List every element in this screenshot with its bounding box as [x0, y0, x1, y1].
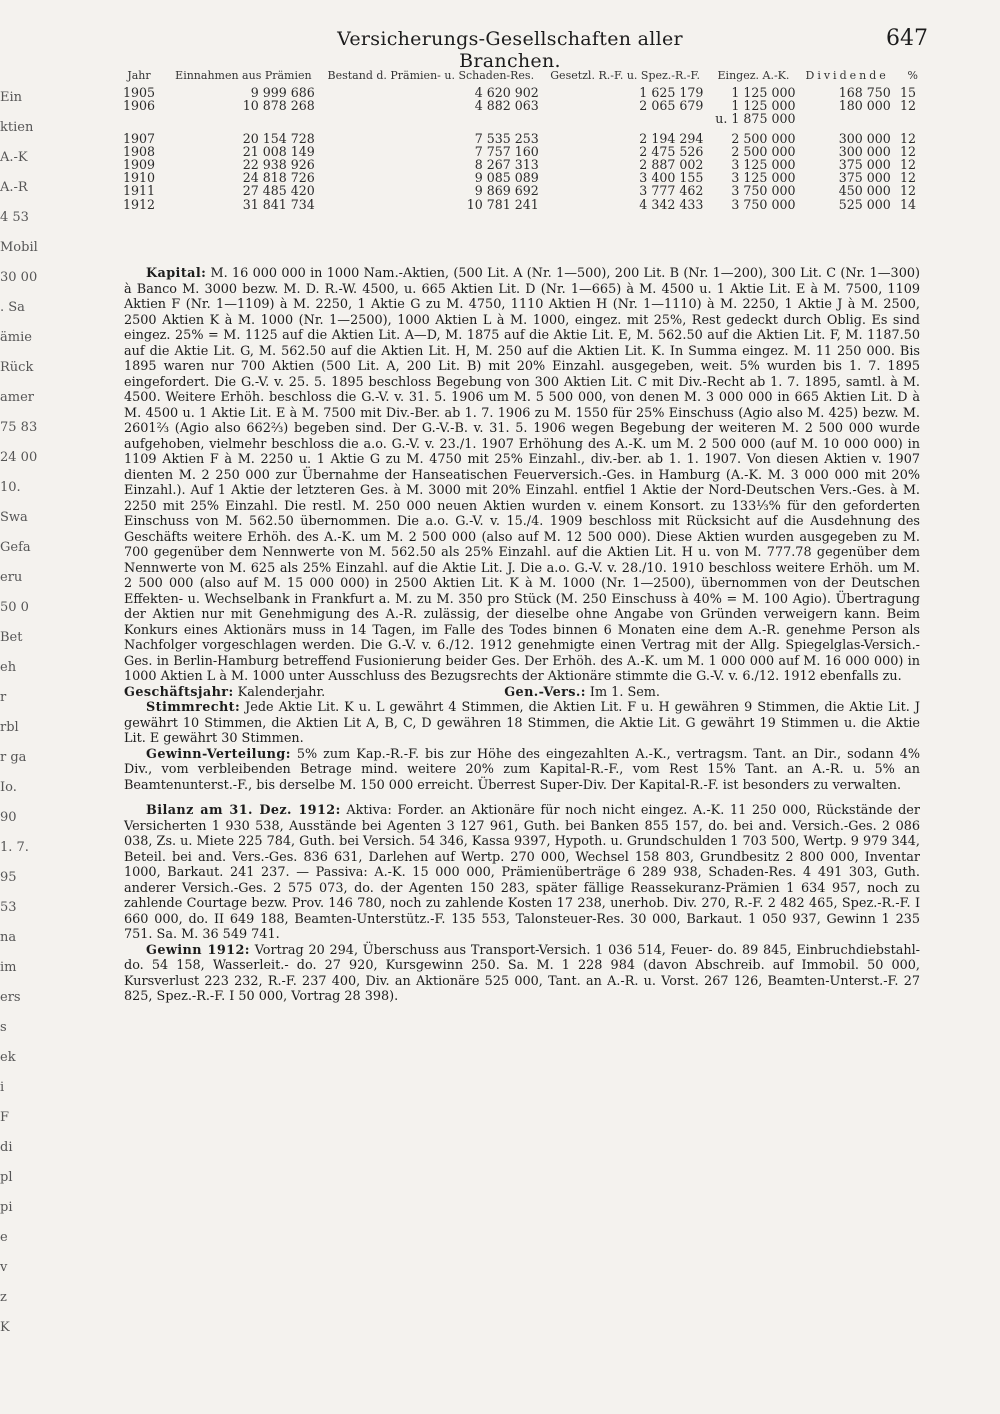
kapital-paragraph	[124, 266, 920, 685]
margin-fragment: r	[0, 690, 7, 705]
margin-fragment: Gefa	[0, 540, 31, 555]
statistics-table	[110, 70, 922, 211]
table-cell	[319, 112, 543, 125]
table-cell: 2 065 679	[639, 98, 704, 114]
kapital-text: M. 16 000 000 in 1000 Nam.-Aktien, (500 Lit. A (Nr. 1—500), 200 Lit. B (Nr. 1—200), 300 Lit. C (Nr. 1—300) à Banco M. 3000 bezw. M. D. R.-W. 4500, u. 665 Aktien Lit. D (Nr. 1—665) à M. 4500 u. 1 Aktie Lit. E à M. 7500, 1109 Aktien F (Nr. 1—1109) à M. 2250, 1 Aktie G zu M. 4750, 1110 Aktien H (Nr. 1—1110) à M. 2250, 1 Aktie J à M. 2500, 2500 Aktien K à M. 1000 (Nr. 1—2500), 1000 Aktien L à M. 1000, eingez. mit 25%, Rest gedeckt durch Oblig. Es sind eingez. 25% = M. 1125 auf die Aktien Lit. A—D, M. 1875 auf die Aktie Lit. E, M. 562.50 auf die Aktien Lit. F, M. 1187.50 auf die Aktie Lit. G, M. 562.50 auf die Aktien Lit. H, M. 250 auf die Aktien Lit. K. In Summa eingez. M. 11 250 000. Bis 1895 waren nur 700 Aktien (500 Lit. A, 200 Lit. B) mit 20% Einzahl. ausgegeben, weit. 5% wurden bis 1. 7. 1895 eingefordert. Die G.-V. v. 25. 5. 1895 beschloss Begebung von 300 Aktien Lit. C mit Div.-Recht ab 1. 7. 1895, samtl. à M. 4500. Weitere Erhöh. beschloss die G.-V. v. 31. 5. 1906 um M. 5 500 000, von denen M. 3 000 000 in 665 Aktien Lit. D à M. 4500 u. 1 Aktie Lit. E à M. 7500 mit Div.-Ber. ab 1. 7. 1906 zu M. 1550 für 25% Einschuss (Agio also M. 425) bezw. M. 2601⅔ (Agio also 662⅔) begeben sind. Der G.-V.-B. v. 31. 5. 1906 wegen Begebung der weiteren M. 2 500 000 wurde aufgehoben, vielmehr beschloss die a.o. G.-V. v. 23./1. 1907 Erhöhung des A.-K. um M. 2 500 000 (auf M. 10 000 000) in 1109 Aktien F à M. 2250 u. 1 Aktie G zu M. 4750 mit 25% Einzahl., div.-ber. ab 1. 1. 1907. Von diesen Aktien v. 1907 dienten M. 2 250 000 zur Übernahme der Hanseatischen Feuerversich.-Ges. in Hamburg (A.-K. M. 3 000 000 mit 20% Einzahl.). Auf 1 Aktie der letzteren Ges. à M. 3000 mit 20% Einzahl. entfiel 1 Aktie der Nord-Deutschen Vers.-Ges. à M. 2250 mit 25% Einzahl. Die restl. M. 250 000 neuen Aktien wurden v. einem Konsort. zu 133⅓% für den geforderten Einschuss von M. 562.50 übernommen. Die a.o. G.-V. v. 15./4. 1909 beschloss mit Rücksicht auf die Ausdehnung des Geschäfts weitere Erhöh. des A.-K. um M. 2 500 000 (also auf M. 12 500 000). Diese Aktien wurden ausgegeben zu M. 700 gegenüber dem Nennwerte von M. 562.50 als 25% Einzahl. auf die Aktien Lit. H u. von M. 777.78 gegenüber dem Nennwerte von M. 625 als 25% Einzahl. auf die Aktie Lit. J. Die a.o. G.-V. v. 28./10. 1910 beschloss weitere Erhöh. um M. 2 500 000 (also auf M. 15 000 000) in 2500 Aktien Lit. K à M. 1000 (Nr. 1—2500), übernommen von der Deutschen Effekten- u. Wechselbank in Frankfurt a. M. zu M. 350 pro Stück (M. 250 Einschuss à 40% = M. 100 Agio). Übertragung der Aktien nur mit Genehmigung des A.-R. zulässig, der dieselbe ohne Angabe von Gründen verweigern kann. Beim Konkurs eines Aktionärs muss in 14 Tagen, im Falle des Todes binnen 6 Monaten eine dem A.-R. genehme Person als Nachfolger vorgeschlagen werden. Die G.-V. v. 6./12. 1912 genehmigte einen Vertrag mit der Allg. Spiegelglas-Versich.-Ges. in Berlin-Hamburg betreffend Fusionierung beider Ges. Der Erhöh. des A.-K. um M. 1 000 000 auf M. 16 000 000) in 1000 Aktien L à M. 1000 unter Ausschluss des Bezugsrechts der Aktionäre stimmte die G.-V. v. 6./12. 1912 ebenfalls zu.	[124, 266, 920, 684]
col-header-dividend: Dividende	[805, 69, 889, 82]
margin-fragment: di	[0, 1140, 13, 1155]
table-cell: 1908	[122, 143, 156, 159]
margin-fragment: 53	[0, 900, 17, 915]
geschaeftsjahr-genvers-row	[124, 685, 920, 701]
table-cell: 3 125 000	[731, 170, 796, 186]
table-cell: 9 085 089	[474, 170, 539, 186]
table-cell: 21 008 149	[242, 143, 315, 159]
table-row	[110, 184, 922, 197]
margin-fragment: . Sa	[0, 300, 25, 315]
table-cell: 2 500 000	[731, 143, 796, 159]
margin-fragment: Mobil	[0, 240, 38, 255]
margin-fragment: ktien	[0, 120, 34, 135]
table-cell: 525 000	[838, 196, 891, 212]
margin-fragment: Swa	[0, 510, 28, 525]
table-cell: 2 887 002	[639, 157, 704, 173]
margin-fragment: 24 00	[0, 450, 38, 465]
table-cell: 20 154 728	[242, 130, 315, 146]
table-cell: 1909	[122, 157, 156, 173]
margin-fragment: 30 00	[0, 270, 38, 285]
table-cell: 180 000	[838, 98, 891, 114]
table-cell: 1912	[122, 196, 156, 212]
bilanz-text: Aktiva: Forder. an Aktionäre für noch nicht eingez. A.-K. 11 250 000, Rückstände der Versicherten 1 930 538, Ausstände bei Agenten 3 127 961, Guth. bei Banken 855 157, do. bei and. Versich.-Ges. 2 086 038, Zs. u. Miete 225 784, Guth. bei Versich. 54 346, Kassa 9397, Hypoth. u. Grundschulden 1 703 500, Wertp. 9 979 344, Beteil. bei and. Vers.-Ges. 836 631, Darlehen auf Wertp. 270 000, Wechsel 158 803, Grundbesitz 2 800 000, Inventar 1000, Barkaut. 241 237. — Passiva: A.-K. 15 000 000, Prämienüberträge 6 289 938, Schaden-Res. 4 491 303, Guth. anderer Versich.-Ges. 2 575 073, do. der Agenten 150 283, später fällige Reassekuranz-Prämien 1 634 957, noch zu zahlende Courtage bezw. Prov. 146 780, noch zu zahlende Kosten 17 238, unerhob. Div. 270, R.-F. 2 482 465, Spez.-R.-F. I 660 000, do. II 649 188, Beamten-Unterstütz.-F. 135 553, Talonsteuer-Res. 30 000, Barkaut. 1 050 937, Gewinn 1 235 751. Sa. M. 36 549 741.	[124, 803, 920, 942]
table-row	[110, 198, 922, 211]
margin-fragment: 75 83	[0, 420, 38, 435]
col-header-year: Jahr	[127, 69, 151, 82]
table-cell: 3 750 000	[731, 196, 796, 212]
table-cell	[168, 112, 319, 125]
table-row	[110, 132, 922, 145]
margin-fragment: s	[0, 1020, 7, 1035]
table-row	[110, 112, 922, 125]
running-title: Versicherungs-Gesellschaften aller Branchen.	[337, 28, 683, 72]
table-cell: 300 000	[838, 130, 891, 146]
table-cell: 9 869 692	[474, 183, 539, 199]
margin-fragment: Io.	[0, 780, 17, 795]
table-cell: 3 400 155	[639, 170, 704, 186]
col-header-legal-reserve: Gesetzl. R.-F. u. Spez.-R.-F.	[550, 69, 700, 82]
table-cell: 2 475 526	[639, 143, 704, 159]
margin-fragment: r ga	[0, 750, 27, 765]
col-header-reserves: Bestand d. Prämien- u. Schaden-Res.	[327, 69, 535, 82]
margin-fragment: K	[0, 1320, 10, 1335]
gewinn-paragraph	[124, 943, 920, 1005]
table-cell: 4 882 063	[474, 98, 539, 114]
table-cell: 27 485 420	[242, 183, 315, 199]
geschaeftsjahr-label: Geschäftsjahr:	[124, 684, 234, 700]
table-cell: 450 000	[838, 183, 891, 199]
table-row	[110, 99, 922, 112]
gewinn-text: Vortrag 20 294, Überschuss aus Transport-Versich. 1 036 514, Feuer- do. 89 845, Einbruchdiebstahl- do. 54 158, Wasserleit.- do. 27 920, Kursgewinn 250. Sa. M. 1 228 984 (davon Abschreib. auf Immobil. 50 000, Kursverlust 223 232, R.-F. 237 400, Div. an Aktionäre 525 000, Tant. an A.-R. u. Vorst. 267 126, Beamten-Unterst.-F. 27 825, Spez.-R.-F. I 50 000, Vortrag 28 398).	[124, 942, 920, 1004]
margin-fragment: pi	[0, 1200, 13, 1215]
margin-fragment: Ein	[0, 90, 23, 105]
body-text	[124, 266, 920, 1005]
table-cell: 3 777 462	[639, 183, 704, 199]
table-cell: 7 757 160	[474, 143, 539, 159]
table-cell: 3 750 000	[731, 183, 796, 199]
table-cell: 375 000	[838, 157, 891, 173]
table-cell: 12	[899, 170, 916, 186]
table-cell: 2 194 294	[639, 130, 704, 146]
table-cell: u. 1 875 000	[715, 111, 796, 127]
table-cell: 9 999 686	[250, 85, 315, 100]
col-header-percent: %	[907, 69, 918, 82]
margin-fragment: e	[0, 1230, 8, 1245]
margin-fragment: na	[0, 930, 17, 945]
margin-fragment: A.-K	[0, 150, 28, 165]
table-cell: 22 938 926	[242, 157, 315, 173]
page-header	[0, 24, 1000, 72]
margin-fragment: ek	[0, 1050, 16, 1065]
bilanz-paragraph	[124, 803, 920, 943]
margin-fragment: 95	[0, 870, 17, 885]
page-number: 647	[886, 26, 928, 51]
margin-fragment: 90	[0, 810, 17, 825]
margin-fragment: eru	[0, 570, 23, 585]
table-cell: 12	[899, 98, 916, 114]
table-cell: 1911	[122, 183, 156, 199]
table-cell	[110, 112, 168, 125]
margin-fragment: eh	[0, 660, 17, 675]
table-cell: 24 818 726	[242, 170, 315, 186]
genvers-text: Im 1. Sem.	[589, 684, 660, 700]
table-header-row	[110, 70, 922, 86]
table-cell	[895, 112, 922, 125]
margin-fragment: A.-R	[0, 180, 28, 195]
margin-fragment: F	[0, 1110, 10, 1125]
table-cell: 3 125 000	[731, 157, 796, 173]
table-cell: 2 500 000	[731, 130, 796, 146]
table-cell: 10 878 268	[242, 98, 315, 114]
margin-fragment: 50 0	[0, 600, 29, 615]
table-cell: 300 000	[838, 143, 891, 159]
table-cell: 1 625 179	[639, 85, 704, 100]
margin-fragment: z	[0, 1290, 7, 1305]
stimmrecht-paragraph	[124, 700, 920, 747]
table-cell: 1 125 000	[731, 98, 796, 114]
col-header-paid-capital: Eingez. A.-K.	[717, 69, 790, 82]
margin-fragment: v	[0, 1260, 8, 1275]
genvers-label: Gen.-Vers.:	[504, 684, 586, 700]
table-cell: 1 125 000	[731, 85, 796, 100]
stimmrecht-text: Jede Aktie Lit. K u. L gewährt 4 Stimmen, die Aktien Lit. F u. H gewähren 9 Stimmen, die Aktie Lit. J gewährt 10 Stimmen, die Aktien Lit A, B, C, D gewähren 18 Stimmen, die Aktie Lit. G gewährt 19 Stimmen u. die Aktie Lit. E gewährt 30 Stimmen.	[124, 700, 920, 746]
stimmrecht-label: Stimmrecht:	[146, 700, 241, 715]
table-cell: 8 267 313	[474, 157, 539, 173]
col-header-premium-income: Einnahmen aus Prämien	[175, 69, 312, 82]
table-cell: 12	[899, 130, 916, 146]
geschaeftsjahr-text: Kalenderjahr.	[237, 684, 326, 700]
table-cell: 7 535 253	[474, 130, 539, 146]
gewinnverteilung-paragraph	[124, 747, 920, 794]
table-cell: 1907	[122, 130, 156, 146]
table-cell: 1906	[122, 98, 156, 114]
margin-fragment: 4 53	[0, 210, 29, 225]
margin-fragment: 1. 7.	[0, 840, 29, 855]
table-cell: 14	[899, 196, 916, 212]
margin-fragment: pl	[0, 1170, 13, 1185]
table-cell: 12	[899, 157, 916, 173]
table-cell: 12	[899, 183, 916, 199]
table-cell	[800, 112, 895, 125]
table-cell: 4 620 902	[474, 85, 539, 100]
margin-fragment: amer	[0, 390, 34, 405]
table-body	[110, 86, 922, 211]
margin-fragment: Rück	[0, 360, 34, 375]
table-cell: 1910	[122, 170, 156, 186]
margin-fragment: 10.	[0, 480, 21, 495]
table-cell: 15	[899, 85, 916, 100]
kapital-label: Kapital:	[146, 266, 207, 281]
table-cell: 4 342 433	[639, 196, 704, 212]
gewinnverteilung-label: Gewinn-Verteilung:	[146, 746, 291, 762]
table-cell: 1905	[122, 85, 156, 100]
table-cell: 10 781 241	[466, 196, 539, 212]
table-cell	[543, 112, 708, 125]
gewinnverteilung-text: 5% zum Kap.-R.-F. bis zur Höhe des eingezahlten A.-K., vertragsm. Tant. an Dir., sodann 4% Div., vom verbleibenden Betrage mind. weitere 20% zum Kapital-R.-F., vom Rest 15% Tant. an A.-R. u. 5% an Beamtenunterst.-F., bis derselbe M. 150 000 erreicht. Überrest Super-Div. Der Kapital-R.-F. ist besonders zu verwalten.	[124, 746, 921, 793]
margin-fragment: im	[0, 960, 17, 975]
table-cell: 375 000	[838, 170, 891, 186]
table-cell: 31 841 734	[242, 196, 315, 212]
margin-fragment: Bet	[0, 630, 23, 645]
margin-fragment: ers	[0, 990, 21, 1005]
table-cell: 12	[899, 143, 916, 159]
table-cell: 168 750	[838, 85, 891, 100]
gewinn-label: Gewinn 1912:	[146, 942, 250, 958]
margin-fragment: ämie	[0, 330, 32, 345]
bilanz-label: Bilanz am 31. Dez. 1912:	[146, 803, 341, 818]
margin-fragment: rbl	[0, 720, 19, 735]
margin-fragment: i	[0, 1080, 5, 1095]
